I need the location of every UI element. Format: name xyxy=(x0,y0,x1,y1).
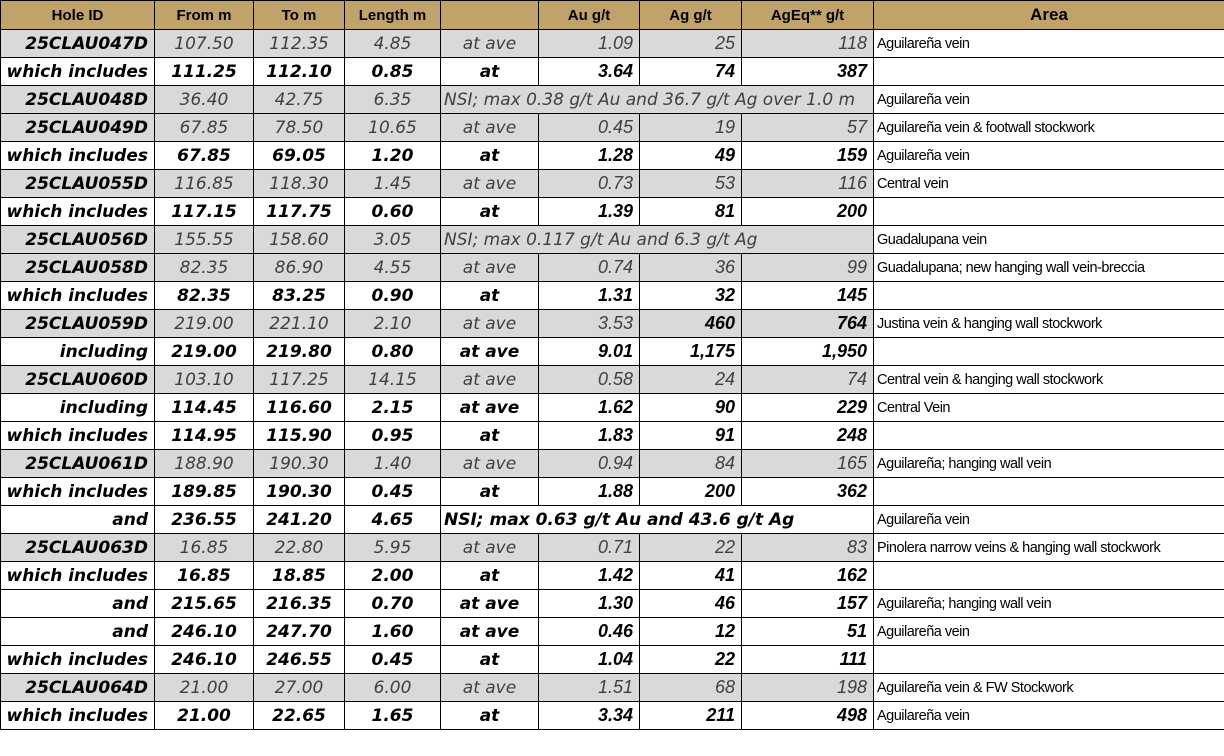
cell-au: 0.74 xyxy=(539,254,640,282)
cell-length: 0.60 xyxy=(345,198,441,226)
table-row xyxy=(1,114,1224,142)
cell-at: at ave xyxy=(441,394,539,422)
table-row xyxy=(1,394,1224,422)
cell-au: 1.30 xyxy=(539,590,640,618)
cell-at: at xyxy=(441,422,539,450)
cell-to: 115.90 xyxy=(254,422,345,450)
cell-area xyxy=(874,58,1224,86)
cell-ag: 211 xyxy=(640,702,742,730)
cell-length: 0.80 xyxy=(345,338,441,366)
cell-hole-id: which includes xyxy=(1,702,155,730)
cell-length: 0.85 xyxy=(345,58,441,86)
cell-length: 1.40 xyxy=(345,450,441,478)
cell-au: 3.64 xyxy=(539,58,640,86)
cell-hole-id: 25CLAU056D xyxy=(1,226,155,254)
header-blank xyxy=(441,1,539,30)
cell-at: at ave xyxy=(441,170,539,198)
cell-nsi-note: NSI; max 0.117 g/t Au and 6.3 g/t Ag xyxy=(441,226,874,254)
cell-length: 5.95 xyxy=(345,534,441,562)
header-from: From m xyxy=(155,1,254,30)
cell-to: 116.60 xyxy=(254,394,345,422)
cell-hole-id: 25CLAU048D xyxy=(1,86,155,114)
cell-ageq: 99 xyxy=(742,254,874,282)
cell-hole-id: which includes xyxy=(1,282,155,310)
cell-area: Aguilareña; hanging wall vein xyxy=(874,450,1224,478)
cell-ag: 1,175 xyxy=(640,338,742,366)
cell-area: Aguilareña vein xyxy=(874,30,1224,58)
cell-from: 246.10 xyxy=(155,618,254,646)
cell-length: 1.45 xyxy=(345,170,441,198)
cell-ag: 74 xyxy=(640,58,742,86)
cell-ageq: 362 xyxy=(742,478,874,506)
table-row xyxy=(1,534,1224,562)
cell-au: 1.04 xyxy=(539,646,640,674)
table-row xyxy=(1,702,1224,730)
cell-at: at xyxy=(441,478,539,506)
cell-ag: 24 xyxy=(640,366,742,394)
cell-hole-id: which includes xyxy=(1,142,155,170)
cell-length: 0.45 xyxy=(345,478,441,506)
cell-ageq: 198 xyxy=(742,674,874,702)
cell-at: at xyxy=(441,282,539,310)
cell-length: 14.15 xyxy=(345,366,441,394)
cell-hole-id: 25CLAU061D xyxy=(1,450,155,478)
cell-from: 116.85 xyxy=(155,170,254,198)
cell-ageq: 118 xyxy=(742,30,874,58)
cell-hole-id: which includes xyxy=(1,58,155,86)
cell-ag: 12 xyxy=(640,618,742,646)
table-row xyxy=(1,254,1224,282)
cell-to: 221.10 xyxy=(254,310,345,338)
table-row xyxy=(1,674,1224,702)
cell-length: 6.00 xyxy=(345,674,441,702)
cell-ageq: 157 xyxy=(742,590,874,618)
cell-hole-id: which includes xyxy=(1,422,155,450)
cell-nsi-note: NSI; max 0.63 g/t Au and 43.6 g/t Ag xyxy=(441,506,874,534)
cell-ageq: 387 xyxy=(742,58,874,86)
cell-au: 3.53 xyxy=(539,310,640,338)
table-row xyxy=(1,142,1224,170)
cell-from: 103.10 xyxy=(155,366,254,394)
cell-hole-id: and xyxy=(1,618,155,646)
cell-au: 1.62 xyxy=(539,394,640,422)
cell-au: 0.58 xyxy=(539,366,640,394)
header-length: Length m xyxy=(345,1,441,30)
cell-hole-id: 25CLAU055D xyxy=(1,170,155,198)
cell-area: Aguilareña vein & footwall stockwork xyxy=(874,114,1224,142)
cell-to: 112.35 xyxy=(254,30,345,58)
cell-au: 0.73 xyxy=(539,170,640,198)
cell-to: 83.25 xyxy=(254,282,345,310)
cell-hole-id: including xyxy=(1,338,155,366)
cell-ageq: 145 xyxy=(742,282,874,310)
cell-au: 1.39 xyxy=(539,198,640,226)
cell-hole-id: including xyxy=(1,394,155,422)
cell-ageq: 165 xyxy=(742,450,874,478)
cell-ageq: 498 xyxy=(742,702,874,730)
table-row xyxy=(1,562,1224,590)
cell-hole-id: 25CLAU058D xyxy=(1,254,155,282)
cell-length: 1.20 xyxy=(345,142,441,170)
cell-au: 1.09 xyxy=(539,30,640,58)
cell-au: 1.31 xyxy=(539,282,640,310)
cell-to: 216.35 xyxy=(254,590,345,618)
cell-area: Aguilareña vein xyxy=(874,86,1224,114)
cell-from: 188.90 xyxy=(155,450,254,478)
cell-at: at ave xyxy=(441,590,539,618)
cell-to: 112.10 xyxy=(254,58,345,86)
cell-from: 82.35 xyxy=(155,282,254,310)
cell-from: 21.00 xyxy=(155,674,254,702)
cell-area: Central Vein xyxy=(874,394,1224,422)
cell-hole-id: 25CLAU063D xyxy=(1,534,155,562)
cell-ageq: 1,950 xyxy=(742,338,874,366)
cell-ageq: 248 xyxy=(742,422,874,450)
cell-ag: 53 xyxy=(640,170,742,198)
header-area: Area xyxy=(874,1,1224,30)
cell-au: 0.46 xyxy=(539,618,640,646)
table-row xyxy=(1,590,1224,618)
cell-to: 118.30 xyxy=(254,170,345,198)
cell-from: 36.40 xyxy=(155,86,254,114)
cell-area: Pinolera narrow veins & hanging wall stockwork xyxy=(874,534,1224,562)
table-row xyxy=(1,422,1224,450)
cell-hole-id: which includes xyxy=(1,646,155,674)
header-hole-id: Hole ID xyxy=(1,1,155,30)
cell-length: 6.35 xyxy=(345,86,441,114)
cell-to: 246.55 xyxy=(254,646,345,674)
cell-length: 0.95 xyxy=(345,422,441,450)
cell-ag: 19 xyxy=(640,114,742,142)
cell-area xyxy=(874,478,1224,506)
cell-from: 21.00 xyxy=(155,702,254,730)
cell-ageq: 83 xyxy=(742,534,874,562)
cell-au: 1.28 xyxy=(539,142,640,170)
cell-length: 10.65 xyxy=(345,114,441,142)
cell-area: Guadalupana; new hanging wall vein-breccia xyxy=(874,254,1224,282)
cell-to: 190.30 xyxy=(254,478,345,506)
cell-at: at ave xyxy=(441,366,539,394)
cell-from: 67.85 xyxy=(155,142,254,170)
table-row xyxy=(1,86,1224,114)
cell-to: 69.05 xyxy=(254,142,345,170)
cell-au: 1.88 xyxy=(539,478,640,506)
cell-hole-id: 25CLAU047D xyxy=(1,30,155,58)
cell-ag: 49 xyxy=(640,142,742,170)
cell-ageq: 162 xyxy=(742,562,874,590)
cell-area xyxy=(874,422,1224,450)
cell-hole-id: 25CLAU059D xyxy=(1,310,155,338)
cell-area: Central vein & hanging wall stockwork xyxy=(874,366,1224,394)
cell-at: at xyxy=(441,58,539,86)
cell-area: Guadalupana vein xyxy=(874,226,1224,254)
table-body xyxy=(1,30,1224,730)
cell-area: Aguilareña vein xyxy=(874,618,1224,646)
cell-area: Aguilareña vein xyxy=(874,142,1224,170)
cell-ageq: 57 xyxy=(742,114,874,142)
cell-length: 4.85 xyxy=(345,30,441,58)
cell-from: 219.00 xyxy=(155,310,254,338)
cell-ag: 68 xyxy=(640,674,742,702)
cell-hole-id: and xyxy=(1,590,155,618)
cell-to: 117.25 xyxy=(254,366,345,394)
cell-at: at ave xyxy=(441,618,539,646)
cell-length: 0.90 xyxy=(345,282,441,310)
cell-from: 67.85 xyxy=(155,114,254,142)
cell-ag: 460 xyxy=(640,310,742,338)
cell-area xyxy=(874,198,1224,226)
cell-hole-id: which includes xyxy=(1,198,155,226)
cell-length: 3.05 xyxy=(345,226,441,254)
cell-au: 1.42 xyxy=(539,562,640,590)
cell-to: 241.20 xyxy=(254,506,345,534)
cell-ag: 46 xyxy=(640,590,742,618)
cell-to: 78.50 xyxy=(254,114,345,142)
cell-ag: 36 xyxy=(640,254,742,282)
cell-to: 158.60 xyxy=(254,226,345,254)
cell-at: at ave xyxy=(441,30,539,58)
cell-at: at ave xyxy=(441,450,539,478)
cell-at: at ave xyxy=(441,310,539,338)
cell-from: 189.85 xyxy=(155,478,254,506)
cell-hole-id: which includes xyxy=(1,562,155,590)
table-row xyxy=(1,478,1224,506)
cell-from: 117.15 xyxy=(155,198,254,226)
cell-area: Aguilareña vein xyxy=(874,702,1224,730)
cell-at: at xyxy=(441,646,539,674)
cell-au: 0.94 xyxy=(539,450,640,478)
cell-ageq: 51 xyxy=(742,618,874,646)
cell-to: 219.80 xyxy=(254,338,345,366)
cell-length: 2.10 xyxy=(345,310,441,338)
cell-at: at xyxy=(441,702,539,730)
cell-length: 0.70 xyxy=(345,590,441,618)
cell-to: 27.00 xyxy=(254,674,345,702)
cell-at: at ave xyxy=(441,534,539,562)
cell-length: 0.45 xyxy=(345,646,441,674)
cell-at: at ave xyxy=(441,254,539,282)
header-au: Au g/t xyxy=(539,1,640,30)
table-row xyxy=(1,30,1224,58)
cell-from: 16.85 xyxy=(155,534,254,562)
cell-from: 215.65 xyxy=(155,590,254,618)
cell-area xyxy=(874,282,1224,310)
table-row xyxy=(1,646,1224,674)
cell-from: 111.25 xyxy=(155,58,254,86)
cell-area: Justina vein & hanging wall stockwork xyxy=(874,310,1224,338)
cell-to: 86.90 xyxy=(254,254,345,282)
cell-au: 0.71 xyxy=(539,534,640,562)
cell-to: 18.85 xyxy=(254,562,345,590)
cell-to: 117.75 xyxy=(254,198,345,226)
cell-from: 219.00 xyxy=(155,338,254,366)
table-row xyxy=(1,170,1224,198)
cell-from: 114.45 xyxy=(155,394,254,422)
cell-hole-id: 25CLAU060D xyxy=(1,366,155,394)
cell-hole-id: 25CLAU049D xyxy=(1,114,155,142)
cell-at: at xyxy=(441,142,539,170)
table-row xyxy=(1,282,1224,310)
cell-area xyxy=(874,338,1224,366)
cell-from: 114.95 xyxy=(155,422,254,450)
cell-au: 3.34 xyxy=(539,702,640,730)
header-ag: Ag g/t xyxy=(640,1,742,30)
cell-ag: 91 xyxy=(640,422,742,450)
cell-hole-id: 25CLAU064D xyxy=(1,674,155,702)
cell-area xyxy=(874,646,1224,674)
cell-ag: 81 xyxy=(640,198,742,226)
cell-ag: 200 xyxy=(640,478,742,506)
table-row xyxy=(1,58,1224,86)
table-row xyxy=(1,366,1224,394)
cell-ageq: 764 xyxy=(742,310,874,338)
cell-to: 190.30 xyxy=(254,450,345,478)
cell-ag: 84 xyxy=(640,450,742,478)
cell-from: 236.55 xyxy=(155,506,254,534)
cell-ag: 25 xyxy=(640,30,742,58)
cell-ageq: 159 xyxy=(742,142,874,170)
cell-to: 247.70 xyxy=(254,618,345,646)
cell-au: 1.83 xyxy=(539,422,640,450)
cell-ag: 90 xyxy=(640,394,742,422)
cell-to: 22.80 xyxy=(254,534,345,562)
cell-length: 1.60 xyxy=(345,618,441,646)
cell-length: 1.65 xyxy=(345,702,441,730)
cell-from: 82.35 xyxy=(155,254,254,282)
cell-ag: 22 xyxy=(640,534,742,562)
cell-area: Aguilareña vein xyxy=(874,506,1224,534)
cell-ageq: 200 xyxy=(742,198,874,226)
cell-hole-id: which includes xyxy=(1,478,155,506)
cell-area: Central vein xyxy=(874,170,1224,198)
cell-at: at ave xyxy=(441,114,539,142)
table-header xyxy=(1,1,1224,30)
cell-area: Aguilareña; hanging wall vein xyxy=(874,590,1224,618)
cell-area xyxy=(874,562,1224,590)
cell-length: 2.00 xyxy=(345,562,441,590)
cell-length: 4.65 xyxy=(345,506,441,534)
table-row xyxy=(1,506,1224,534)
cell-from: 155.55 xyxy=(155,226,254,254)
cell-ag: 41 xyxy=(640,562,742,590)
header-ageq: AgEq** g/t xyxy=(742,1,874,30)
cell-from: 16.85 xyxy=(155,562,254,590)
table-row xyxy=(1,450,1224,478)
cell-at: at xyxy=(441,198,539,226)
cell-length: 2.15 xyxy=(345,394,441,422)
cell-au: 0.45 xyxy=(539,114,640,142)
header-to: To m xyxy=(254,1,345,30)
cell-ageq: 116 xyxy=(742,170,874,198)
cell-au: 9.01 xyxy=(539,338,640,366)
table-row xyxy=(1,618,1224,646)
cell-ageq: 74 xyxy=(742,366,874,394)
cell-to: 22.65 xyxy=(254,702,345,730)
cell-au: 1.51 xyxy=(539,674,640,702)
cell-area: Aguilareña vein & FW Stockwork xyxy=(874,674,1224,702)
cell-to: 42.75 xyxy=(254,86,345,114)
cell-ageq: 111 xyxy=(742,646,874,674)
cell-hole-id: and xyxy=(1,506,155,534)
cell-from: 107.50 xyxy=(155,30,254,58)
cell-ageq: 229 xyxy=(742,394,874,422)
cell-ag: 32 xyxy=(640,282,742,310)
cell-at: at xyxy=(441,562,539,590)
cell-ag: 22 xyxy=(640,646,742,674)
table-row xyxy=(1,310,1224,338)
cell-at: at ave xyxy=(441,674,539,702)
cell-at: at ave xyxy=(441,338,539,366)
table-row xyxy=(1,198,1224,226)
cell-nsi-note: NSI; max 0.38 g/t Au and 36.7 g/t Ag over 1.0 m xyxy=(441,86,874,114)
cell-length: 4.55 xyxy=(345,254,441,282)
table-row xyxy=(1,226,1224,254)
cell-from: 246.10 xyxy=(155,646,254,674)
table-row xyxy=(1,338,1224,366)
